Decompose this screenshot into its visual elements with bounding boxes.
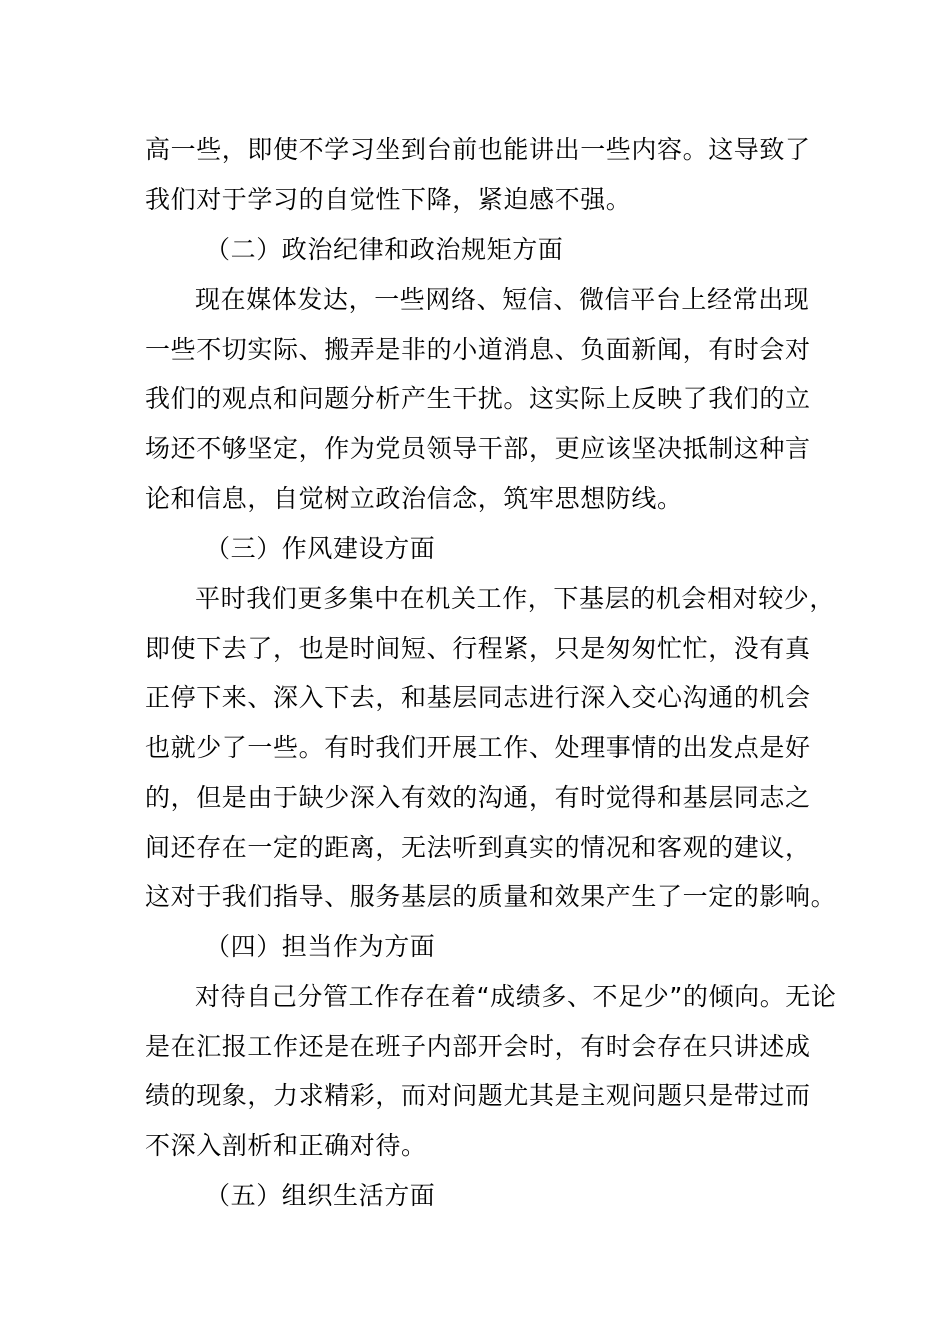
body-text-line: 现在媒体发达，一些网络、短信、微信平台上经常出现 — [195, 285, 810, 314]
body-text-line: 我们的观点和问题分析产生干扰。这实际上反映了我们的立 — [145, 384, 811, 413]
body-text-line: 场还不够坚定，作为党员领导干部，更应该坚决抵制这种言 — [145, 434, 811, 463]
body-text-line: 对待自己分管工作存在着“成绩多、不足少”的倾向。无论 — [195, 982, 837, 1011]
body-text-line: 我们对于学习的自觉性下降，紧迫感不强。 — [145, 185, 632, 214]
body-text-line: 正停下来、深入下去，和基层同志进行深入交心沟通的机会 — [145, 683, 811, 712]
body-text-line: 平时我们更多集中在机关工作，下基层的机会相对较少， — [195, 584, 836, 613]
body-text-line: 论和信息，自觉树立政治信念，筑牢思想防线。 — [145, 484, 683, 513]
section-heading-5: （五）组织生活方面 — [205, 1181, 436, 1210]
body-text-line: 绩的现象，力求精彩，而对问题尤其是主观问题只是带过而 — [145, 1081, 811, 1110]
body-text-line: 这对于我们指导、服务基层的质量和效果产生了一定的影响。 — [145, 882, 837, 911]
body-text-line: 高一些，即使不学习坐到台前也能讲出一些内容。这导致了 — [145, 135, 811, 164]
body-text-line: 间还存在一定的距离，无法听到真实的情况和客观的建议， — [145, 833, 811, 862]
section-heading-2: （二）政治纪律和政治规矩方面 — [205, 235, 564, 264]
body-text-line: 一些不切实际、搬弄是非的小道消息、负面新闻，有时会对 — [145, 335, 811, 364]
body-text-line: 即使下去了，也是时间短、行程紧，只是匆匆忙忙，没有真 — [145, 634, 811, 663]
section-heading-3: （三）作风建设方面 — [205, 534, 436, 563]
body-text-line: 是在汇报工作还是在班子内部开会时，有时会存在只讲述成 — [145, 1032, 811, 1061]
body-text-line: 不深入剖析和正确对待。 — [145, 1131, 427, 1160]
body-text-line: 的，但是由于缺少深入有效的沟通，有时觉得和基层同志之 — [145, 783, 811, 812]
body-text-line: 也就少了一些。有时我们开展工作、处理事情的出发点是好 — [145, 733, 811, 762]
section-heading-4: （四）担当作为方面 — [205, 932, 436, 961]
